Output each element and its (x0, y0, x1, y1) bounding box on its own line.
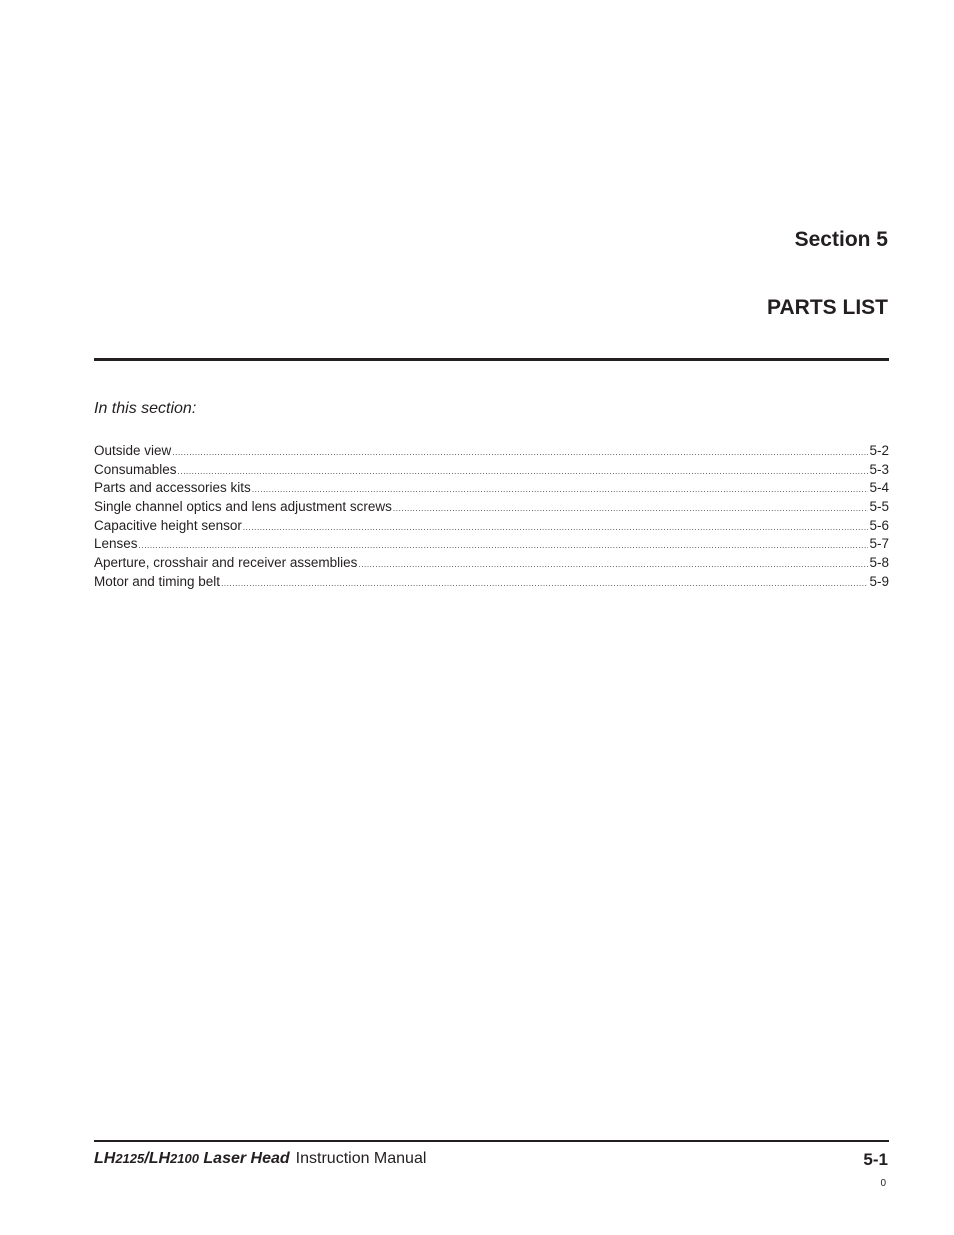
toc-entry-title: Consumables (94, 461, 177, 477)
toc-intro: In this section: (94, 400, 197, 417)
footer-model-separator: / (144, 1150, 149, 1167)
toc-dot-leader (172, 444, 868, 463)
toc-dot-leader (221, 575, 868, 594)
toc-entry-lenses[interactable] (94, 535, 889, 554)
toc-dot-leader (358, 556, 868, 575)
toc-entry-aperture-assemblies[interactable] (94, 554, 889, 573)
footer-document-type: Instruction Manual (295, 1150, 427, 1167)
footer-revision: 0 (880, 1178, 886, 1189)
toc-entry-page: 5-7 (869, 536, 889, 552)
toc-entry-outside-view[interactable] (94, 442, 889, 461)
table-of-contents (94, 442, 889, 592)
footer-product-suffix: Laser Head (198, 1150, 290, 1167)
toc-dot-leader (243, 519, 869, 538)
toc-entry-title: Motor and timing belt (94, 573, 221, 589)
footer-rule (94, 1140, 889, 1142)
toc-dot-leader (178, 463, 869, 482)
toc-entry-page: 5-3 (869, 461, 889, 477)
toc-entry-title: Lenses (94, 536, 138, 552)
toc-entry-single-channel-optics[interactable] (94, 498, 889, 517)
toc-entry-page: 5-5 (869, 499, 889, 515)
footer-product-name (94, 1150, 290, 1167)
toc-dot-leader (393, 500, 869, 519)
toc-entry-page: 5-2 (869, 443, 889, 458)
footer-model-number: 2100 (170, 1151, 199, 1166)
footer-page-number: 5-1 (863, 1150, 888, 1169)
toc-entry-consumables[interactable] (94, 461, 889, 480)
section-number: Section 5 (794, 228, 888, 251)
toc-entry-page: 5-4 (869, 480, 889, 496)
toc-entry-title: Aperture, crosshair and receiver assemblies (94, 555, 358, 571)
toc-entry-title: Single channel optics and lens adjustment screws (94, 499, 392, 515)
toc-entry-capacitive-height-sensor[interactable] (94, 517, 889, 536)
toc-entry-page: 5-9 (869, 573, 889, 589)
footer-model-number: 2125 (115, 1151, 145, 1166)
toc-entry-parts-kits[interactable] (94, 479, 889, 498)
toc-entry-title: Capacitive height sensor (94, 517, 242, 533)
footer-manual-title (94, 1150, 426, 1168)
footer-model-prefix: LH (148, 1150, 171, 1167)
toc-entry-title: Parts and accessories kits (94, 480, 251, 496)
toc-entry-motor-timing-belt[interactable] (94, 573, 889, 592)
footer-model-prefix: LH (94, 1150, 116, 1167)
toc-entry-title: Outside view (94, 443, 172, 458)
section-title: PARTS LIST (767, 296, 888, 319)
toc-entry-page: 5-8 (869, 555, 889, 571)
header-rule (94, 358, 889, 361)
toc-entry-page: 5-6 (869, 517, 889, 533)
